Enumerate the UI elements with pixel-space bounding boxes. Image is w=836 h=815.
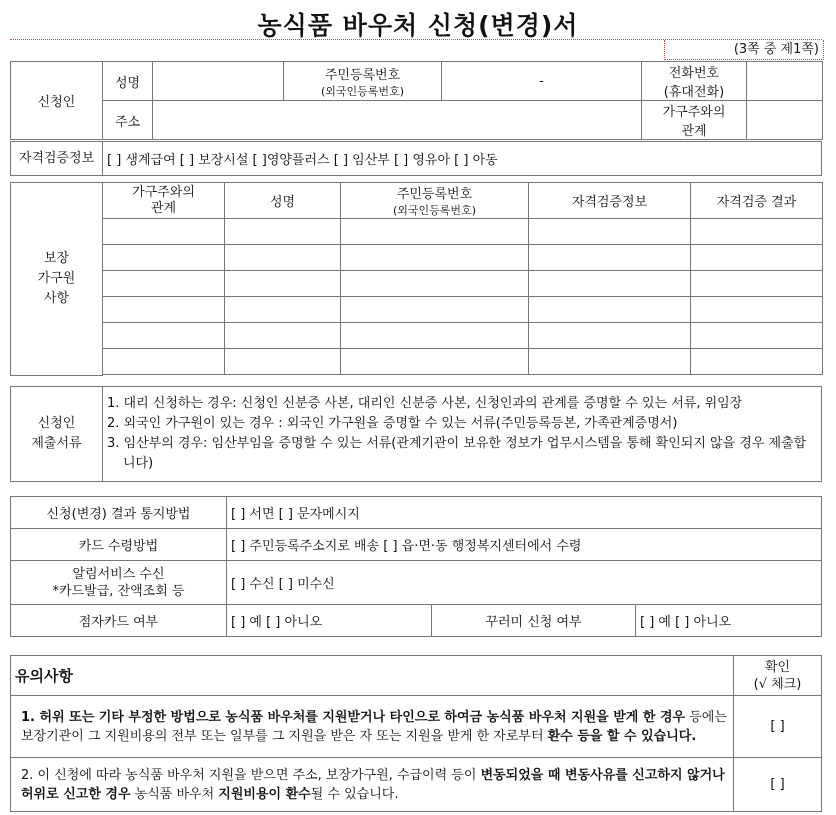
- card-receipt-label: 카드 수령방법: [11, 529, 227, 561]
- notice-item-1-check[interactable]: [ ]: [734, 696, 822, 758]
- table-row[interactable]: [11, 323, 823, 349]
- document-item-3: 3. 임산부의 경우: 임산부임을 증명할 수 있는 서류(관계기관이 보유한 정보가 업무시스템을 통해 확인되지 않을 경우 제출합니다): [107, 436, 807, 471]
- phone-label-sub: (휴대전화): [663, 85, 725, 100]
- document-item-2: 2. 외국인 가구원이 있는 경우 : 외국인 가구원을 증명할 수 있는 서류(주민등록등본, 가족관계증명서): [107, 416, 678, 431]
- applicant-table: [10, 61, 823, 140]
- notice-item-2-bold-a: 변동되었을 때 변동사유를 신고하지 않거나 허위로 신고한 경우: [21, 767, 725, 802]
- table-row[interactable]: [11, 349, 823, 375]
- address-field[interactable]: [153, 101, 642, 140]
- relation-label-sub: 관계: [681, 124, 707, 139]
- braille-card-label: 점자카드 여부: [11, 605, 227, 637]
- table-row[interactable]: [11, 245, 823, 271]
- members-table: [10, 182, 823, 376]
- phone-label: [642, 62, 747, 101]
- check-header-sub: (√ 체크): [753, 676, 802, 692]
- address-label: 주소: [103, 101, 153, 140]
- notice-method-label: 신청(변경) 결과 통지방법: [11, 497, 227, 529]
- options-table: [10, 496, 822, 637]
- rrn-label: [284, 62, 442, 101]
- notice-item-2-normal-b: 농식품 바우처: [130, 786, 219, 802]
- check-header-main: 확인: [764, 659, 791, 675]
- notice-method-options[interactable]: [ ] 서면 [ ] 문자메시지: [227, 497, 822, 529]
- member-header-rrn: [341, 183, 529, 219]
- name-label: 성명: [103, 62, 153, 101]
- member-header-rrn-sub: (외국인등록번호): [393, 204, 476, 217]
- notice-item-2-bold-b: 지원비용이 환수: [218, 786, 311, 802]
- notice-title: 유의사항: [11, 656, 734, 696]
- card-receipt-options[interactable]: [ ] 주민등록주소지로 배송 [ ] 읍·면·동 행정복지센터에서 수령: [227, 529, 822, 561]
- member-header-rrn-main: 주민등록번호: [396, 187, 473, 202]
- notice-item-1-normal: 등에는 보장기관이 그 지원비용의 전부 또는 일부를 그 지원을 받은 자 또는 지원을 받게 한 자로부터: [21, 709, 727, 744]
- applicant-section-label: 신청인: [11, 62, 103, 140]
- phone-label-main: 전화번호: [668, 66, 720, 81]
- braille-card-options[interactable]: [ ] 예 [ ] 아니오: [227, 605, 432, 637]
- documents-section-label: 신청인 제출서류: [11, 387, 103, 482]
- eligibility-label: 자격검증정보: [11, 142, 103, 176]
- alert-service-label-main: 알림서비스 수신: [72, 566, 165, 582]
- document-item-1: 1. 대리 신청하는 경우: 신청인 신분증 사본, 대리인 신분증 사본, 신청인과의 관계를 증명할 수 있는 서류, 위임장: [107, 396, 743, 411]
- form-title: 농식품 바우처 신청(변경)서: [257, 11, 579, 40]
- eligibility-table: [10, 141, 822, 176]
- bundle-label: 꾸러미 신청 여부: [432, 605, 636, 637]
- page-number: (3쪽 중 제1쪽): [664, 40, 824, 60]
- phone-field[interactable]: [747, 62, 823, 101]
- alert-service-label: [11, 561, 227, 605]
- rrn-label-main: 주민등록번호: [324, 67, 401, 83]
- bundle-options[interactable]: [ ] 예 [ ] 아니오: [636, 605, 822, 637]
- notice-item-1-bold-a: 1. 허위 또는 기타 부정한 방법으로 농식품 바우처를 지원받거나 타인으로 하여금 농식품 바우처 지원을 받게 한 경우: [21, 709, 686, 725]
- members-section-label: 보장 가구원 사항: [11, 183, 103, 376]
- notice-item-1: [11, 696, 734, 758]
- relation-label: [642, 101, 747, 140]
- notice-item-2-normal-a: 2. 이 신청에 따라 농식품 바우처 지원을 받으면 주소, 보장가구원, 수급이력 등이: [21, 767, 481, 783]
- member-header-result: 자격검증 결과: [691, 183, 823, 219]
- notice-item-2: [11, 758, 734, 812]
- documents-table: [10, 386, 822, 482]
- notice-item-1-bold-b: 환수 등을 할 수 있습니다.: [547, 728, 697, 744]
- member-header-eligibility: 자격검증정보: [529, 183, 691, 219]
- relation-field[interactable]: [747, 101, 823, 140]
- eligibility-options[interactable]: [ ] 생계급여 [ ] 보장시설 [ ]영양플러스 [ ] 임산부 [ ] 영유아 [ ] 아동: [103, 142, 822, 176]
- notice-table: [10, 655, 822, 812]
- check-header: [734, 656, 822, 696]
- table-row[interactable]: [11, 219, 823, 245]
- alert-service-label-sub: *카드발급, 잔액조회 등: [52, 583, 185, 599]
- member-header-name: 성명: [225, 183, 341, 219]
- table-row[interactable]: [11, 271, 823, 297]
- member-header-relation: 가구주와의 관계: [103, 183, 225, 219]
- name-field[interactable]: [153, 62, 284, 101]
- relation-label-main: 가구주와의: [662, 105, 726, 120]
- rrn-field[interactable]: -: [442, 62, 642, 101]
- alert-service-options[interactable]: [ ] 수신 [ ] 미수신: [227, 561, 822, 605]
- notice-item-2-check[interactable]: [ ]: [734, 758, 822, 812]
- documents-list: [103, 387, 822, 482]
- notice-item-2-normal-c: 될 수 있습니다.: [310, 786, 399, 802]
- table-row[interactable]: [11, 297, 823, 323]
- rrn-label-sub: (외국인등록번호): [321, 84, 404, 98]
